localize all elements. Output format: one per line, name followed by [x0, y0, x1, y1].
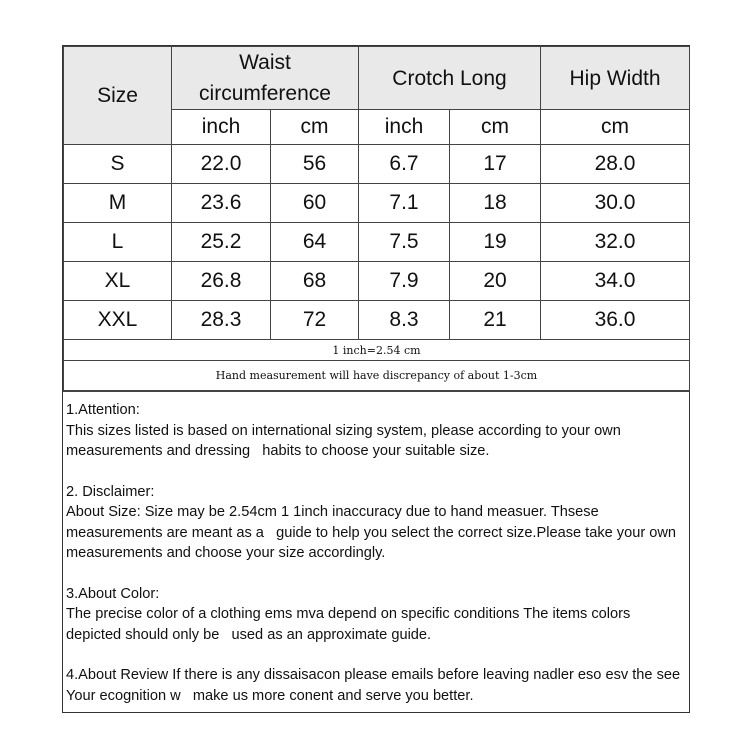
crotch-inch-cell: 7.1: [359, 184, 450, 223]
waist-cm-cell: 72: [271, 301, 359, 340]
crotch-inch-cell: 8.3: [359, 301, 450, 340]
crotch-inch-cell: 7.5: [359, 223, 450, 262]
crotch-inch-cell: 6.7: [359, 145, 450, 184]
unit-cell: cm: [271, 110, 359, 145]
waist-cm-cell: 60: [271, 184, 359, 223]
review-note: 4.About Review If there is any dissaisacon please emails before leaving nadler eso esv the see Your ecognition w make us more conent and serve you better.: [66, 667, 684, 704]
table-row: [64, 301, 690, 340]
waist-cm-cell: 68: [271, 262, 359, 301]
size-cell: XL: [64, 262, 172, 301]
waist-inch-cell: 23.6: [172, 184, 271, 223]
size-header: Size: [64, 47, 172, 145]
table-row: [64, 145, 690, 184]
hip-cm-cell: 28.0: [541, 145, 690, 184]
size-table: [63, 46, 690, 391]
waist-cm-cell: 64: [271, 223, 359, 262]
hip-cm-cell: 36.0: [541, 301, 690, 340]
table-row: [64, 184, 690, 223]
waist-inch-cell: 26.8: [172, 262, 271, 301]
notes-section: [63, 391, 689, 712]
waist-cm-cell: 56: [271, 145, 359, 184]
color-note: 3.About Color: The precise color of a clothing ems mva depend on specific conditions The items colors depicted should only be used as an approximate guide.: [66, 585, 631, 643]
crotch-cm-cell: 17: [450, 145, 541, 184]
table-row: [64, 262, 690, 301]
waist-inch-cell: 22.0: [172, 145, 271, 184]
waist-inch-cell: 28.3: [172, 301, 271, 340]
crotch-cm-cell: 21: [450, 301, 541, 340]
crotch-cm-cell: 20: [450, 262, 541, 301]
size-chart: [62, 45, 690, 713]
hip-header: Hip Width: [541, 47, 690, 110]
hip-cm-cell: 32.0: [541, 223, 690, 262]
hip-cm-cell: 34.0: [541, 262, 690, 301]
crotch-cm-cell: 18: [450, 184, 541, 223]
size-cell: S: [64, 145, 172, 184]
discrepancy-note: Hand measurement will have discrepancy of about 1-3cm: [64, 361, 690, 391]
conversion-row: [64, 340, 690, 361]
size-cell: L: [64, 223, 172, 262]
disclaimer-note: 2. Disclaimer: About Size: Size may be 2.54cm 1 1inch inaccuracy due to hand measuer. Thsese measurements are meant as a guide to help you select the correct size.Please take your own measurements and choose your size accordingly.: [66, 483, 677, 561]
unit-cell: inch: [359, 110, 450, 145]
waist-header: Waist circumference: [172, 47, 359, 110]
unit-cell: cm: [450, 110, 541, 145]
header-row: [64, 47, 690, 110]
conversion-note: 1 inch=2.54 cm: [64, 340, 690, 361]
waist-inch-cell: 25.2: [172, 223, 271, 262]
table-row: [64, 223, 690, 262]
crotch-header: Crotch Long: [359, 47, 541, 110]
crotch-cm-cell: 19: [450, 223, 541, 262]
size-cell: XXL: [64, 301, 172, 340]
attention-note: 1.Attention: This sizes listed is based on international sizing system, please according to your own measurements and dressing habits to choose your suitable size.: [66, 402, 621, 459]
size-cell: M: [64, 184, 172, 223]
discrepancy-row: [64, 361, 690, 391]
unit-cell: cm: [541, 110, 690, 145]
hip-cm-cell: 30.0: [541, 184, 690, 223]
unit-cell: inch: [172, 110, 271, 145]
crotch-inch-cell: 7.9: [359, 262, 450, 301]
